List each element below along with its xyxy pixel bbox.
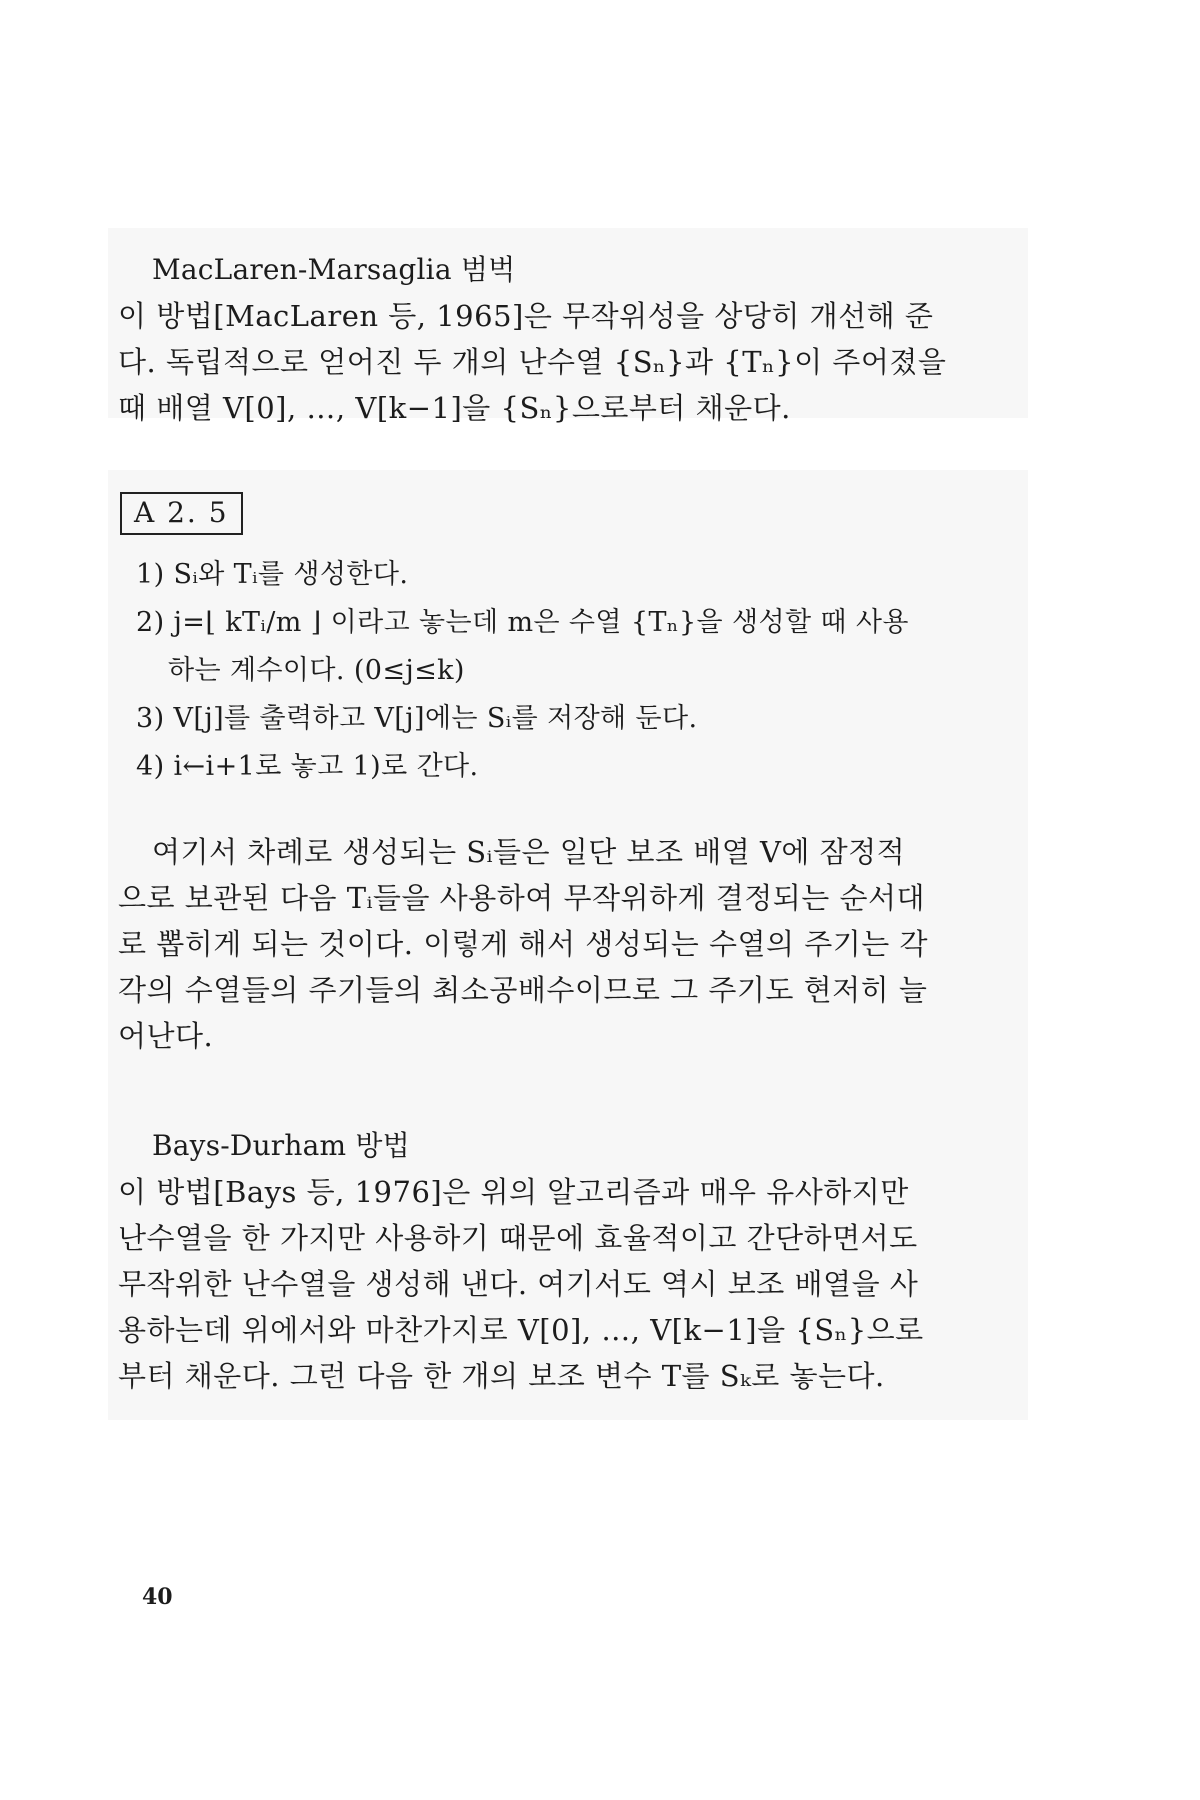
paragraph-line: 용하는데 위에서와 마찬가지로 V[0], …, V[k−1]을 {Sₙ}으로 [118,1313,924,1347]
section-heading: MacLaren-Marsaglia 범벅 [152,253,516,286]
section-heading: Bays-Durham 방법 [152,1129,410,1162]
algorithm-step-4: 4) i←i+1로 놓고 1)로 간다. [136,751,479,782]
paragraph-line: 이 방법[Bays 등, 1976]은 위의 알고리즘과 매우 유사하지만 [118,1175,909,1209]
paragraph-explanation [118,830,1020,1060]
paragraph-line: 때 배열 V[0], …, V[k−1]을 {Sₙ}으로부터 채운다. [118,391,791,425]
paragraph-line: 어난다. [118,1019,214,1053]
algorithm-step-1: 1) Sᵢ와 Tᵢ를 생성한다. [136,559,409,590]
paragraph-line: 무작위한 난수열을 생성해 낸다. 여기서도 역시 보조 배열을 사 [118,1267,919,1301]
algorithm-step-3: 3) V[j]를 출력하고 V[j]에는 Sᵢ를 저장해 둔다. [136,703,698,734]
algorithm-step-2: 2) j=⌊ kTᵢ/m ⌋ 이라고 놓는데 m은 수열 {Tₙ}을 생성할 때 사용 [136,607,909,638]
paragraph-line: 로 뽑히게 되는 것이다. 이렇게 해서 생성되는 수열의 주기는 각 [118,927,929,961]
paragraph-line: 으로 보관된 다음 Tᵢ들을 사용하여 무작위하게 결정되는 순서대 [118,881,926,915]
paragraph-line: 이 방법[MacLaren 등, 1965]은 무작위성을 상당히 개선해 준 [118,299,934,333]
algorithm-step-2-continued: 하는 계수이다. (0≤j≤k) [168,655,465,686]
page-number: 40 [142,1584,173,1610]
paragraph-line: 부터 채운다. 그런 다음 한 개의 보조 변수 T를 Sₖ로 놓는다. [118,1359,885,1393]
paragraph-line: 여기서 차례로 생성되는 Sᵢ들은 일단 보조 배열 V에 잠정적 [152,835,906,869]
paragraph-line: 각의 수열들의 주기들의 최소공배수이므로 그 주기도 현저히 늘 [118,973,928,1007]
section-bays-durham [118,1124,1020,1400]
paragraph-line: 다. 독립적으로 얻어진 두 개의 난수열 {Sₙ}과 {Tₙ}이 주어졌을 [118,345,947,379]
paragraph-line: 난수열을 한 가지만 사용하기 때문에 효율적이고 간단하면서도 [118,1221,918,1255]
algorithm-label: A 2. 5 [120,492,243,535]
section-maclaren [118,248,1020,432]
